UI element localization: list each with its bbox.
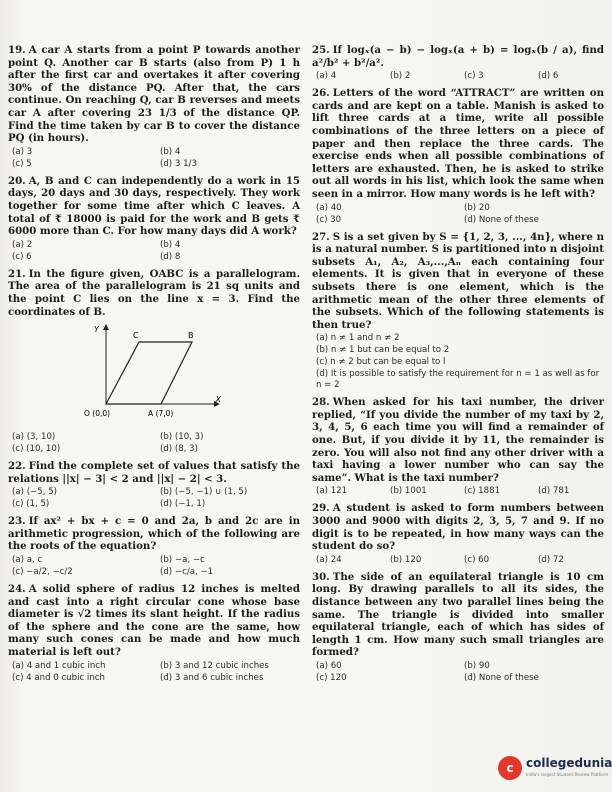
question-25 — [312, 44, 604, 82]
question-text: When asked for his taxi number, the driver replied, “If you divide the number of my taxi by 2, 3, 4, 5, 6 each time you will find a remainder of one. But, if you divide it by 11, the remainder is zero. You will also not find any other driver with a taxi having a lower number who can say the same”. What is the taxi number? — [312, 396, 604, 484]
label-y: Y — [94, 325, 99, 335]
option-d: (d) It is possible to satisfy the requirement for n = 1 as well as for n = 2 — [316, 369, 600, 391]
option-d: (d) None of these — [464, 214, 539, 225]
option-c: (c) n ≠ 2 but can be equal to l — [316, 357, 446, 368]
option-d: (d) 6 — [538, 71, 559, 82]
question-26 — [312, 87, 604, 225]
option-b: (b) 4 — [160, 146, 181, 157]
option-d: (d) 781 — [538, 486, 570, 497]
question-20 — [8, 175, 300, 263]
option-b: (b) (10, 3) — [160, 432, 204, 443]
option-a: (a) n ≠ 1 and n ≠ 2 — [316, 333, 400, 344]
question-number: 29. — [312, 502, 330, 515]
option-d: (d) −c/a, −1 — [160, 567, 214, 578]
option-d: (d) 3 1/3 — [160, 158, 197, 169]
option-a: (a) (3, 10) — [12, 432, 56, 443]
question-number: 23. — [8, 515, 26, 528]
option-b: (b) 2 — [390, 71, 411, 82]
parallelogram-oabc — [106, 342, 192, 404]
question-30 — [312, 571, 604, 684]
question-text: Find the complete set of values that satisfy the relations ||x| − 3| < 2 and ||x| − 2| < 3. — [8, 460, 300, 485]
question-text: A student is asked to form numbers between 3000 and 9000 with digits 2, 3, 5, 7 and 9. If no digit is to be repeated, in how many ways can the student do so? — [312, 502, 604, 553]
question-text: A solid sphere of radius 12 inches is melted and cast into a right circular cone whose base diameter is √2 times its slant height. If the radius of the sphere and the cone are the same, how many such cones can be made and how much material is left out? — [8, 583, 300, 659]
option-d: (d) (−1, 1) — [160, 499, 206, 510]
option-c: (c) 5 — [12, 158, 32, 169]
question-text: If ax² + bx + c = 0 and 2a, b and 2c are in arithmetic progression, which of the following are the roots of the equation? — [8, 515, 300, 553]
question-28 — [312, 396, 604, 497]
question-number: 28. — [312, 396, 330, 409]
option-d: (d) 72 — [538, 554, 564, 565]
question-number: 30. — [312, 570, 330, 583]
question-number: 20. — [8, 174, 26, 187]
option-a: (a) (−5, 5) — [12, 487, 58, 498]
question-text: In the figure given, OABC is a parallelogram. The area of the parallelogram is 21 sq units and the point C lies on the line x = 3. Find the coordinates of B. — [8, 267, 300, 318]
label-x: X — [215, 395, 221, 405]
label-c: C — [133, 331, 139, 341]
option-b: (b) 1001 — [390, 486, 427, 497]
question-19 — [8, 44, 300, 170]
option-c: (c) (10, 10) — [12, 444, 61, 455]
option-a: (a) 2 — [12, 239, 33, 250]
watermark-name: collegedunia — [526, 756, 612, 770]
option-a: (a) 40 — [316, 202, 342, 213]
question-number: 27. — [312, 230, 330, 243]
option-d: (d) 3 and 6 cubic inches — [160, 672, 264, 683]
option-a: (a) a, c — [12, 555, 43, 566]
option-b: (b) (−5, −1) ∪ (1, 5) — [160, 487, 248, 498]
option-c: (c) 120 — [316, 672, 347, 683]
option-b: (b) 20 — [464, 202, 490, 213]
left-column — [8, 44, 300, 689]
option-c: (c) 6 — [12, 251, 32, 262]
question-21 — [8, 268, 300, 455]
option-d: (d) None of these — [464, 672, 539, 683]
question-number: 24. — [8, 583, 26, 596]
option-c: (c) (1, 5) — [12, 499, 50, 510]
question-number: 21. — [8, 267, 26, 280]
question-text: Letters of the word “ATTRACT” are written on cards and are kept on a table. Manish is asked to lift three cards at a time, write all possible combinations of the three letters on a piece of paper and then replace the three cards. The exercise ends when all possible combinations of letters are exhausted. Then, he is asked to strike out all words in his list, which look the same when seen in a mirror. How many words is he left with? — [312, 87, 604, 200]
question-number: 25. — [312, 44, 330, 56]
option-a: (a) 121 — [316, 486, 348, 497]
question-number: 26. — [312, 87, 330, 100]
question-text: If logₓ(a − b) − logₓ(a + b) = logₓ(b / a), find a²/b² + b²/a². — [312, 44, 604, 69]
right-column — [312, 44, 604, 689]
option-a: (a) 4 and 1 cubic inch — [12, 660, 106, 671]
option-a: (a) 3 — [12, 146, 33, 157]
option-c: (c) 1881 — [464, 486, 501, 497]
question-24 — [8, 583, 300, 684]
option-c: (c) −a/2, −c/2 — [12, 567, 73, 578]
question-text: The side of an equilateral triangle is 10 cm long. By drawing parallels to all its sides, the distance between any two parallel lines being the same. The triangle is divided into smaller equilateral triangle, each of which has sides of length 1 cm. How many such small triangles are formed? — [312, 570, 604, 659]
parallelogram-figure — [84, 322, 224, 424]
option-b: (b) −a, −c — [160, 555, 205, 566]
label-o: O (0,0) — [84, 409, 111, 419]
option-d: (d) (8, 3) — [160, 444, 198, 455]
option-b: (b) 4 — [160, 239, 181, 250]
option-c: (c) 60 — [464, 554, 490, 565]
question-number: 22. — [8, 460, 26, 473]
question-number: 19. — [8, 44, 26, 56]
collegedunia-logo-icon: c — [498, 756, 522, 780]
option-c: (c) 4 and 0 cubic inch — [12, 672, 105, 683]
option-b: (b) 3 and 12 cubic inches — [160, 660, 269, 671]
question-27 — [312, 231, 604, 392]
option-a: (a) 24 — [316, 554, 342, 565]
option-c: (c) 3 — [464, 71, 484, 82]
question-22 — [8, 460, 300, 510]
option-c: (c) 30 — [316, 214, 342, 225]
question-text: S is a set given by S = {1, 2, 3, ..., 4n}, where n is a natural number. S is partitioned into n disjoint subsets A₁, A₂, A₃,...,Aₙ each containing four elements. It is given that in everyone of these subsets there is one element, which is the arithmetic mean of the other three elements of the subsets. Which of the following statements is then true? — [312, 230, 604, 331]
label-a: A (7,0) — [148, 409, 174, 419]
watermark-tagline: India's largest Student Review Platform — [526, 772, 609, 777]
question-23 — [8, 515, 300, 578]
question-29 — [312, 502, 604, 565]
option-a: (a) 60 — [316, 660, 342, 671]
collegedunia-watermark — [498, 754, 612, 786]
option-b: (b) 120 — [390, 554, 422, 565]
label-b: B — [188, 331, 194, 341]
option-a: (a) 4 — [316, 71, 337, 82]
question-text: A car A starts from a point P towards another point Q. Another car B starts (also from P) 1 h after the first car and overtakes it after covering 30% of the distance PQ. After that, the cars continue. On reaching Q, car B reverses and meets car A after covering 23 1/3 of the distance QP. Find the time taken by car B to cover the distance PQ (in hours). — [8, 44, 300, 145]
option-d: (d) 8 — [160, 251, 181, 262]
option-b: (b) 90 — [464, 660, 490, 671]
question-text: A, B and C can independently do a work in 15 days, 20 days and 30 days, respectively. They work together for some time after which C leaves. A total of ₹ 18000 is paid for the work and B gets ₹ 6000 more than C. For how many days did A work? — [8, 174, 300, 238]
y-axis-arrow-icon — [103, 324, 109, 330]
option-b: (b) n ≠ 1 but can be equal to 2 — [316, 345, 450, 356]
